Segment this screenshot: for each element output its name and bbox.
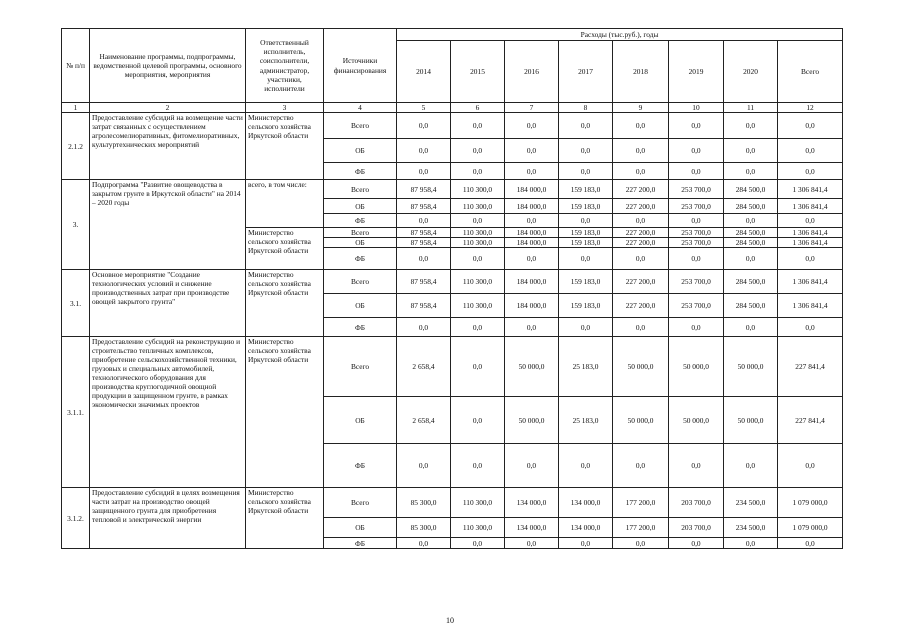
amount-cell: 110 300,0 <box>451 488 505 518</box>
amount-cell: 184 000,0 <box>505 199 559 214</box>
column-number: 1 <box>62 103 90 113</box>
column-number: 11 <box>724 103 778 113</box>
amount-cell: 134 000,0 <box>559 518 613 538</box>
amount-cell: 253 700,0 <box>669 270 724 294</box>
amount-cell: 0,0 <box>669 214 724 228</box>
header-year: 2017 <box>559 41 613 103</box>
column-number: 7 <box>505 103 559 113</box>
amount-cell: 0,0 <box>559 214 613 228</box>
amount-cell: 0,0 <box>724 538 778 549</box>
amount-cell: 50 000,0 <box>669 337 724 397</box>
amount-cell: 50 000,0 <box>505 397 559 444</box>
amount-cell: 184 000,0 <box>505 180 559 199</box>
amount-cell: 284 500,0 <box>724 228 778 238</box>
amount-cell: 0,0 <box>669 444 724 488</box>
amount-cell: 0,0 <box>451 337 505 397</box>
amount-cell: 110 300,0 <box>451 238 505 248</box>
amount-cell: 0,0 <box>613 248 669 270</box>
amount-cell: 227 200,0 <box>613 270 669 294</box>
amount-cell: 253 700,0 <box>669 238 724 248</box>
amount-cell: 134 000,0 <box>559 488 613 518</box>
amount-cell: 184 000,0 <box>505 238 559 248</box>
amount-cell: 253 700,0 <box>669 199 724 214</box>
item-name-cell: Предоставление субсидий на реконструкцию и строительство тепличных комплексов, приобретение сельскохозяйственной техники, грузовых и специальных автомобилей, технологического оборудования для производства круглогодичной овощной продукции в защищенном грунте, в рамках экономически значимых проектов <box>90 337 246 488</box>
header-expenses: Расходы (тыс.руб.), годы <box>397 29 843 41</box>
funding-source-cell: ОБ <box>324 199 397 214</box>
table-row <box>62 337 843 397</box>
header-year: 2019 <box>669 41 724 103</box>
total-value-cell: 1 079 000,0 <box>778 488 843 518</box>
amount-cell: 87 958,4 <box>397 270 451 294</box>
amount-cell: 0,0 <box>613 214 669 228</box>
funding-source-cell: Всего <box>324 337 397 397</box>
header-year: 2016 <box>505 41 559 103</box>
total-value-cell: 0,0 <box>778 139 843 163</box>
responsible-cell: всего, в том числе: <box>246 180 324 228</box>
amount-cell: 203 700,0 <box>669 488 724 518</box>
item-name-cell: Подпрограмма "Развитие овощеводства в закрытом грунте в Иркутской области" на 2014 – 2020 годы <box>90 180 246 270</box>
amount-cell: 0,0 <box>559 538 613 549</box>
funding-source-cell: ОБ <box>324 397 397 444</box>
table-row <box>62 180 843 199</box>
amount-cell: 234 500,0 <box>724 518 778 538</box>
header-year: 2020 <box>724 41 778 103</box>
total-value-cell: 1 306 841,4 <box>778 238 843 248</box>
amount-cell: 0,0 <box>451 248 505 270</box>
amount-cell: 50 000,0 <box>669 397 724 444</box>
total-value-cell: 0,0 <box>778 538 843 549</box>
amount-cell: 0,0 <box>451 163 505 180</box>
amount-cell: 0,0 <box>669 538 724 549</box>
amount-cell: 0,0 <box>451 318 505 337</box>
amount-cell: 0,0 <box>505 444 559 488</box>
amount-cell: 0,0 <box>451 538 505 549</box>
amount-cell: 177 200,0 <box>613 518 669 538</box>
amount-cell: 159 183,0 <box>559 238 613 248</box>
amount-cell: 0,0 <box>505 248 559 270</box>
header-responsible: Ответственный исполнитель, соисполнители, администратор, участники, исполнители <box>246 29 324 103</box>
item-number-cell: 3.1.1. <box>62 337 90 488</box>
amount-cell: 0,0 <box>505 214 559 228</box>
amount-cell: 134 000,0 <box>505 488 559 518</box>
amount-cell: 0,0 <box>559 318 613 337</box>
funding-source-cell: ФБ <box>324 163 397 180</box>
amount-cell: 159 183,0 <box>559 294 613 318</box>
total-value-cell: 0,0 <box>778 444 843 488</box>
item-number-cell: 3.1.2. <box>62 488 90 549</box>
column-number: 6 <box>451 103 505 113</box>
amount-cell: 0,0 <box>505 163 559 180</box>
amount-cell: 0,0 <box>505 139 559 163</box>
funding-source-cell: ОБ <box>324 238 397 248</box>
amount-cell: 253 700,0 <box>669 180 724 199</box>
amount-cell: 203 700,0 <box>669 518 724 538</box>
funding-source-cell: ОБ <box>324 518 397 538</box>
amount-cell: 0,0 <box>724 163 778 180</box>
funding-source-cell: Всего <box>324 228 397 238</box>
item-name-cell: Предоставление субсидий в целях возмещения части затрат на производство овощей защищенного грунта для приобретения тепловой и электрической энергии <box>90 488 246 549</box>
header-year: 2014 <box>397 41 451 103</box>
amount-cell: 0,0 <box>669 113 724 139</box>
amount-cell: 50 000,0 <box>724 337 778 397</box>
amount-cell: 184 000,0 <box>505 228 559 238</box>
amount-cell: 227 200,0 <box>613 228 669 238</box>
total-value-cell: 0,0 <box>778 214 843 228</box>
amount-cell: 0,0 <box>451 139 505 163</box>
column-number: 9 <box>613 103 669 113</box>
column-number: 3 <box>246 103 324 113</box>
amount-cell: 0,0 <box>451 397 505 444</box>
header-num: № п/п <box>62 29 90 103</box>
funding-source-cell: ФБ <box>324 318 397 337</box>
amount-cell: 0,0 <box>559 248 613 270</box>
total-value-cell: 1 306 841,4 <box>778 270 843 294</box>
amount-cell: 0,0 <box>397 538 451 549</box>
amount-cell: 85 300,0 <box>397 518 451 538</box>
amount-cell: 184 000,0 <box>505 270 559 294</box>
responsible-cell: Министерство сельского хозяйства Иркутской области <box>246 228 324 270</box>
amount-cell: 87 958,4 <box>397 238 451 248</box>
funding-source-cell: ФБ <box>324 248 397 270</box>
page-number: 10 <box>446 616 454 625</box>
funding-source-cell: ФБ <box>324 538 397 549</box>
amount-cell: 159 183,0 <box>559 270 613 294</box>
amount-cell: 87 958,4 <box>397 228 451 238</box>
total-value-cell: 227 841,4 <box>778 337 843 397</box>
amount-cell: 0,0 <box>397 139 451 163</box>
column-number: 5 <box>397 103 451 113</box>
column-number-row <box>62 103 843 113</box>
amount-cell: 284 500,0 <box>724 180 778 199</box>
amount-cell: 159 183,0 <box>559 228 613 238</box>
amount-cell: 0,0 <box>724 248 778 270</box>
amount-cell: 110 300,0 <box>451 228 505 238</box>
item-name-cell: Основное мероприятие "Создание технологических условий и снижение производственных затрат при производстве овощей закрытого грунта" <box>90 270 246 337</box>
total-value-cell: 1 306 841,4 <box>778 180 843 199</box>
amount-cell: 159 183,0 <box>559 199 613 214</box>
header-total: Всего <box>778 41 843 103</box>
amount-cell: 0,0 <box>397 113 451 139</box>
funding-source-cell: Всего <box>324 180 397 199</box>
amount-cell: 177 200,0 <box>613 488 669 518</box>
amount-cell: 0,0 <box>724 318 778 337</box>
total-value-cell: 0,0 <box>778 163 843 180</box>
amount-cell: 0,0 <box>397 214 451 228</box>
amount-cell: 110 300,0 <box>451 294 505 318</box>
total-value-cell: 0,0 <box>778 113 843 139</box>
amount-cell: 2 658,4 <box>397 397 451 444</box>
amount-cell: 0,0 <box>613 318 669 337</box>
total-value-cell: 0,0 <box>778 248 843 270</box>
responsible-cell: Министерство сельского хозяйства Иркутской области <box>246 337 324 488</box>
funding-source-cell: ФБ <box>324 444 397 488</box>
total-value-cell: 1 306 841,4 <box>778 228 843 238</box>
column-number: 10 <box>669 103 724 113</box>
funding-source-cell: Всего <box>324 270 397 294</box>
amount-cell: 87 958,4 <box>397 199 451 214</box>
amount-cell: 284 500,0 <box>724 294 778 318</box>
item-number-cell: 3.1. <box>62 270 90 337</box>
header-year: 2018 <box>613 41 669 103</box>
amount-cell: 0,0 <box>397 444 451 488</box>
amount-cell: 0,0 <box>724 214 778 228</box>
amount-cell: 0,0 <box>613 163 669 180</box>
amount-cell: 50 000,0 <box>613 397 669 444</box>
amount-cell: 0,0 <box>613 139 669 163</box>
amount-cell: 110 300,0 <box>451 270 505 294</box>
total-value-cell: 0,0 <box>778 318 843 337</box>
funding-source-cell: ОБ <box>324 294 397 318</box>
amount-cell: 284 500,0 <box>724 238 778 248</box>
column-number: 2 <box>90 103 246 113</box>
amount-cell: 159 183,0 <box>559 180 613 199</box>
amount-cell: 0,0 <box>724 139 778 163</box>
amount-cell: 0,0 <box>451 214 505 228</box>
header-year: 2015 <box>451 41 505 103</box>
item-number-cell: 2.1.2 <box>62 113 90 180</box>
item-number-cell: 3. <box>62 180 90 270</box>
amount-cell: 0,0 <box>559 139 613 163</box>
amount-cell: 0,0 <box>505 538 559 549</box>
amount-cell: 0,0 <box>613 538 669 549</box>
amount-cell: 85 300,0 <box>397 488 451 518</box>
column-number: 8 <box>559 103 613 113</box>
amount-cell: 50 000,0 <box>505 337 559 397</box>
amount-cell: 110 300,0 <box>451 180 505 199</box>
amount-cell: 227 200,0 <box>613 199 669 214</box>
funding-source-cell: Всего <box>324 488 397 518</box>
header-row-top <box>62 29 843 41</box>
amount-cell: 50 000,0 <box>724 397 778 444</box>
amount-cell: 0,0 <box>724 113 778 139</box>
funding-source-cell: ОБ <box>324 139 397 163</box>
amount-cell: 110 300,0 <box>451 199 505 214</box>
budget-table <box>61 28 843 549</box>
amount-cell: 87 958,4 <box>397 180 451 199</box>
total-value-cell: 227 841,4 <box>778 397 843 444</box>
item-name-cell: Предоставление субсидий на возмещение части затрат связанных с осуществлением агролесомелиоративных, фитомелиоративных, культуртехнических мероприятий <box>90 113 246 180</box>
amount-cell: 227 200,0 <box>613 180 669 199</box>
amount-cell: 0,0 <box>397 318 451 337</box>
table-row <box>62 488 843 518</box>
amount-cell: 0,0 <box>669 139 724 163</box>
amount-cell: 0,0 <box>559 444 613 488</box>
header-name: Наименование программы, подпрограммы, ведомственной целевой программы, основного мероприятия, мероприятия <box>90 29 246 103</box>
amount-cell: 0,0 <box>397 163 451 180</box>
amount-cell: 0,0 <box>559 113 613 139</box>
amount-cell: 0,0 <box>613 444 669 488</box>
amount-cell: 253 700,0 <box>669 228 724 238</box>
amount-cell: 0,0 <box>669 318 724 337</box>
total-value-cell: 1 306 841,4 <box>778 294 843 318</box>
amount-cell: 25 183,0 <box>559 397 613 444</box>
amount-cell: 284 500,0 <box>724 270 778 294</box>
amount-cell: 0,0 <box>505 318 559 337</box>
amount-cell: 234 500,0 <box>724 488 778 518</box>
amount-cell: 50 000,0 <box>613 337 669 397</box>
amount-cell: 0,0 <box>724 444 778 488</box>
amount-cell: 284 500,0 <box>724 199 778 214</box>
table-row <box>62 270 843 294</box>
amount-cell: 0,0 <box>451 113 505 139</box>
responsible-cell: Министерство сельского хозяйства Иркутской области <box>246 113 324 180</box>
amount-cell: 0,0 <box>559 163 613 180</box>
funding-source-cell: ФБ <box>324 214 397 228</box>
total-value-cell: 1 079 000,0 <box>778 518 843 538</box>
amount-cell: 227 200,0 <box>613 294 669 318</box>
amount-cell: 0,0 <box>451 444 505 488</box>
total-value-cell: 1 306 841,4 <box>778 199 843 214</box>
column-number: 12 <box>778 103 843 113</box>
responsible-cell: Министерство сельского хозяйства Иркутской области <box>246 488 324 549</box>
amount-cell: 110 300,0 <box>451 518 505 538</box>
amount-cell: 0,0 <box>669 248 724 270</box>
amount-cell: 25 183,0 <box>559 337 613 397</box>
amount-cell: 184 000,0 <box>505 294 559 318</box>
header-source: Источники финансирования <box>324 29 397 103</box>
column-number: 4 <box>324 103 397 113</box>
amount-cell: 253 700,0 <box>669 294 724 318</box>
amount-cell: 87 958,4 <box>397 294 451 318</box>
amount-cell: 227 200,0 <box>613 238 669 248</box>
amount-cell: 134 000,0 <box>505 518 559 538</box>
responsible-cell: Министерство сельского хозяйства Иркутской области <box>246 270 324 337</box>
funding-source-cell: Всего <box>324 113 397 139</box>
amount-cell: 0,0 <box>505 113 559 139</box>
amount-cell: 0,0 <box>397 248 451 270</box>
amount-cell: 0,0 <box>613 113 669 139</box>
table-row <box>62 113 843 139</box>
amount-cell: 2 658,4 <box>397 337 451 397</box>
amount-cell: 0,0 <box>669 163 724 180</box>
